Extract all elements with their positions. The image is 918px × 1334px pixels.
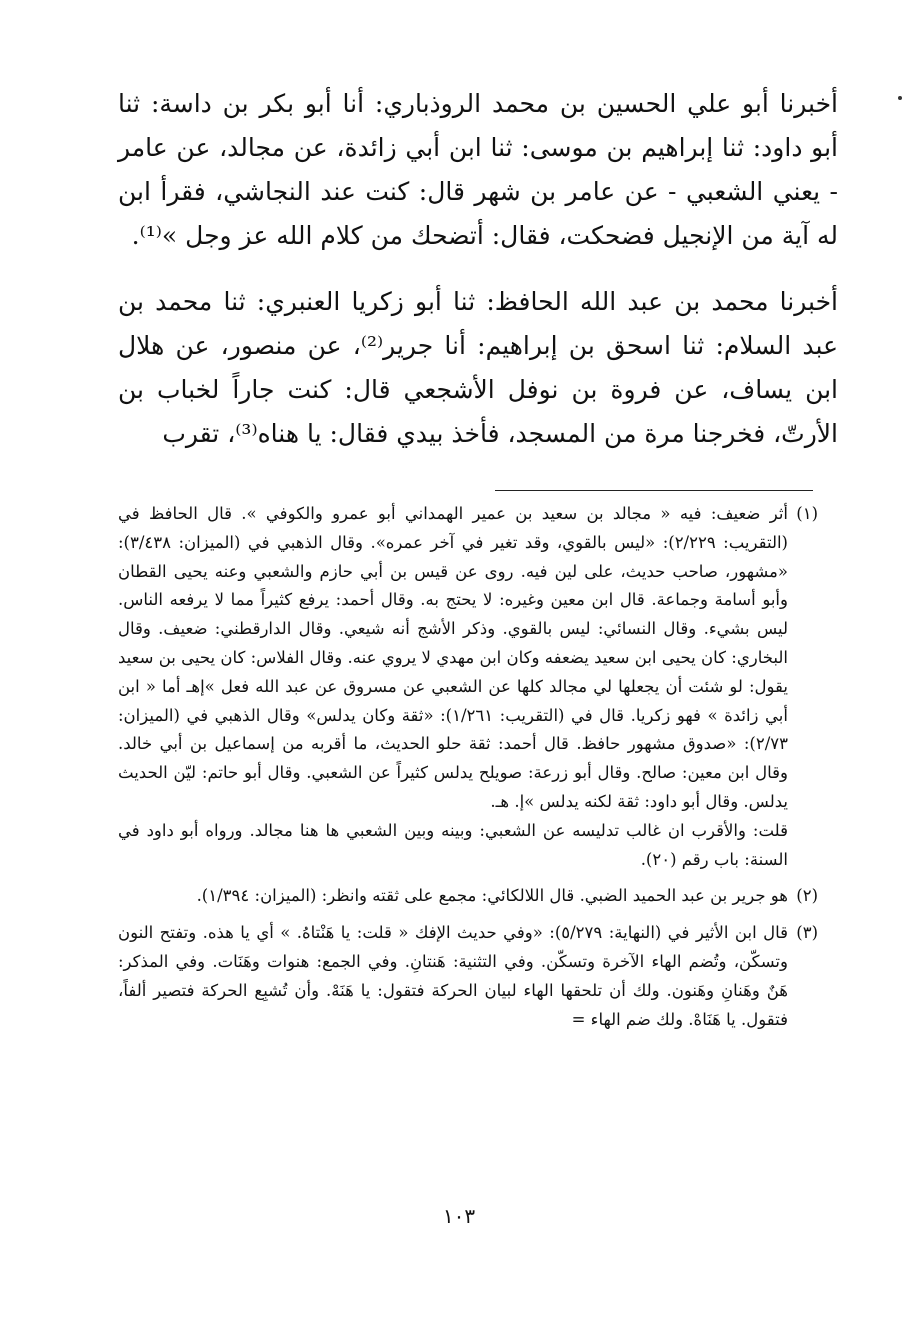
main-paragraph-1: أخبرنا أبو علي الحسين بن محمد الروذباري: أنا أبو بكر بن داسة: ثنا أبو داود: ثنا إبراهيم بن موسى: ثنا ابن أبي زائدة، عن مجالد، عن عامر - يعني الشعبي - عن عامر بن شهر قال: كنت عند النجاشي، فقرأ ابن له آية من الإنجيل فضحكت، فقال: أتضحك من كلام الله عز وجل »⁽¹⁾. — [118, 89, 838, 250]
footnote-text: قال ابن الأثير في (النهاية: ٥/٢٧٩): «وفي حديث الإفك « قلت: يا هَنْتاهُ. » أي يا هذه. وتفتح النون وتسكّن، وتُضم الهاء الآخرة وتسكّن. وفي التثنية: هَنتانِ. وفي الجمع: هنوات وهَنَات. وفي المذكر: هَنٌ وهَنانِ وهَنون. ولك أن تلحقها الهاء لبيان الحركة فتقول: يا هَنَهْ. وأن تُشبِع الحركة فتصير ألفاً، فتقول. يا هَنَاهْ. ولك ضم الهاء = — [118, 923, 788, 1029]
footnote-number: (٢) — [796, 886, 818, 906]
footnote-2 — [118, 882, 818, 911]
footnote-text: أثر ضعيف: فيه « مجالد بن سعيد بن عمير الهمداني أبو عمرو والكوفي ». قال الحافظ في (التقريب: ٢/٢٢٩): «ليس بالقوي، وقد تغير في آخر عمره». وقال الذهبي في (الميزان: ٣/٤٣٨): «مشهور، صاحب حديث، على لين فيه. روى عن قيس بن أبي حازم والشعبي وعنه يحيى القطان وأبو أسامة وجماعة. قال ابن معين وغيره: لا يحتج به. وقال أحمد: يرفع كثيراً مما لا يرفعه الناس. ليس بشيء. وقال النسائي: ليس بالقوي. وذكر الأشج أنه شيعي. وقال الدارقطني: ضعيف. وقال البخاري: كان يحيى ابن سعيد يضعفه وكان ابن مهدي لا يروي عنه. وقال الفلاس: كان يحيى بن سعيد يقول: لو شئت أن يجعلها لي مجالد كلها عن الشعبي عن مسروق عن عبد الله فعل »إهـ أما « ابن أبي زائدة » فهو زكريا. قال في (التقريب: ١/٢٦١): «ثقة وكان يدلس» وقال الذهبي في (الميزان: ٢/٧٣): «صدوق مشهور حافظ. قال أحمد: ثقة حلو الحديث، ما أقربه من إسماعيل بن أبي خالد. وقال ابن معين: صالح. وقال أبو زرعة: صويلح يدلس كثيراً عن الشعبي. وقال أبو حاتم: ليّن الحديث يدلس. وقال أبو داود: ثقة لكنه يدلس »إ. هـ. — [118, 504, 788, 811]
footnote-body — [118, 919, 788, 1034]
footnote-body — [118, 882, 788, 911]
footnote-text-continued: قلت: والأقرب ان غالب تدليسه عن الشعبي: وبينه وبين الشعبي ها هنا مجالد. ورواه أبو داود في السنة: باب رقم (٢٠). — [118, 820, 788, 869]
footnote-separator — [495, 490, 813, 491]
page-number: ١٠٣ — [442, 1204, 476, 1228]
footnote-number: (١) — [796, 504, 818, 523]
footnotes — [118, 500, 818, 1034]
margin-mark — [898, 96, 902, 100]
main-paragraph-2: أخبرنا محمد بن عبد الله الحافظ: ثنا أبو زكريا العنبري: ثنا محمد بن عبد السلام: ثنا اسحق بن إبراهيم: أنا جرير⁽²⁾، عن منصور، عن هلال ابن يساف، عن فروة بن نوفل الأشجعي قال: كنت جاراً لخباب بن الأرتّ، فخرجنا مرة من المسجد، فأخذ بيدي فقال: يا هناه⁽³⁾، تقرب — [118, 287, 839, 448]
footnote-body — [118, 500, 788, 874]
footnote-1 — [118, 500, 818, 874]
footnote-3 — [118, 919, 818, 1034]
footnote-number: (٣) — [796, 923, 818, 943]
main-text — [118, 82, 838, 456]
footnote-text: هو جرير بن عبد الحميد الضبي. قال اللالكائي: مجمع على ثقته وانظر: (الميزان: ١/٣٩٤). — [196, 886, 788, 906]
